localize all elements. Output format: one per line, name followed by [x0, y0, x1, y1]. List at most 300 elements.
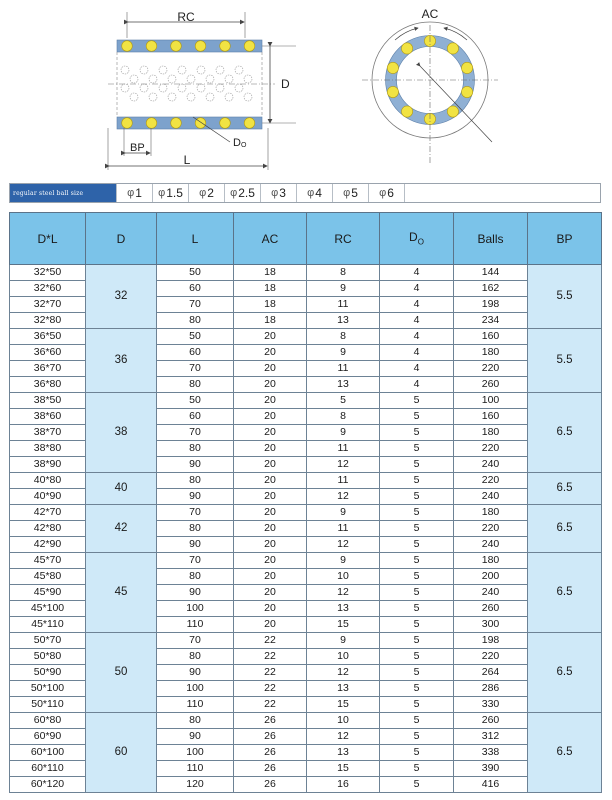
cell-balls: 390	[454, 761, 528, 777]
ball	[195, 41, 206, 52]
table-row	[10, 505, 602, 521]
ball	[146, 41, 157, 52]
ball	[122, 118, 133, 129]
cell-balls: 234	[454, 313, 528, 329]
size-bar-label: regular steel ball size	[10, 184, 116, 202]
bp-label: BP	[130, 142, 145, 154]
cell-do: 4	[380, 265, 454, 281]
cell-rc: 12	[307, 537, 380, 553]
ball	[447, 43, 458, 54]
cell-l: 80	[157, 569, 234, 585]
ball	[178, 84, 186, 92]
cell-balls: 180	[454, 505, 528, 521]
bearing-diagram	[0, 0, 612, 178]
cell-balls: 144	[454, 265, 528, 281]
cell-bp: 6.5	[528, 473, 602, 505]
ball	[206, 75, 214, 83]
ball	[146, 118, 157, 129]
cell-dl: 38*60	[10, 409, 86, 425]
ball	[447, 106, 458, 117]
cell-l: 80	[157, 713, 234, 729]
cell-ac: 20	[234, 361, 307, 377]
cell-l: 60	[157, 409, 234, 425]
ball-size-option	[152, 184, 188, 202]
cell-l: 70	[157, 633, 234, 649]
cell-ac: 22	[234, 697, 307, 713]
cell-balls: 162	[454, 281, 528, 297]
cell-dl: 32*70	[10, 297, 86, 313]
ball-size-value: 5	[351, 186, 358, 200]
cell-ac: 26	[234, 713, 307, 729]
cell-l: 120	[157, 777, 234, 793]
cell-dl: 32*80	[10, 313, 86, 329]
cell-rc: 13	[307, 601, 380, 617]
ball	[206, 93, 214, 101]
cell-bp: 6.5	[528, 633, 602, 713]
cell-ac: 20	[234, 617, 307, 633]
cell-l: 70	[157, 505, 234, 521]
cell-do: 5	[380, 745, 454, 761]
cell-ac: 22	[234, 665, 307, 681]
cell-dl: 42*80	[10, 521, 86, 537]
column-header-label: BP	[556, 231, 573, 246]
cell-do: 5	[380, 409, 454, 425]
cell-l: 100	[157, 601, 234, 617]
cell-dl: 36*50	[10, 329, 86, 345]
front-view	[362, 7, 498, 165]
table-row	[10, 265, 602, 281]
ball	[401, 106, 412, 117]
cell-ac: 20	[234, 569, 307, 585]
cell-dl: 60*110	[10, 761, 86, 777]
cell-dl: 40*90	[10, 489, 86, 505]
cell-ac: 20	[234, 553, 307, 569]
column-header	[157, 213, 234, 265]
cell-rc: 12	[307, 585, 380, 601]
cell-rc: 9	[307, 345, 380, 361]
cell-bp: 6.5	[528, 713, 602, 793]
ball	[121, 84, 129, 92]
cell-bp: 5.5	[528, 265, 602, 329]
cell-balls: 180	[454, 425, 528, 441]
cell-rc: 16	[307, 777, 380, 793]
ball-size-value: 1.5	[166, 186, 183, 200]
cell-balls: 416	[454, 777, 528, 793]
ball	[130, 75, 138, 83]
cell-dl: 45*80	[10, 569, 86, 585]
cell-balls: 100	[454, 393, 528, 409]
cell-dl: 60*120	[10, 777, 86, 793]
cell-l: 90	[157, 457, 234, 473]
ball	[235, 84, 243, 92]
cell-l: 90	[157, 729, 234, 745]
ball	[140, 84, 148, 92]
table-row	[10, 393, 602, 409]
cell-balls: 180	[454, 345, 528, 361]
ball	[187, 75, 195, 83]
cell-bp: 5.5	[528, 329, 602, 393]
cell-rc: 13	[307, 377, 380, 393]
cell-do: 5	[380, 489, 454, 505]
ball	[461, 86, 472, 97]
ball	[220, 118, 231, 129]
rc-label: RC	[177, 10, 195, 24]
cell-bp: 6.5	[528, 393, 602, 473]
cell-l: 100	[157, 745, 234, 761]
cell-balls: 220	[454, 521, 528, 537]
cell-dl: 42*70	[10, 505, 86, 521]
cell-l: 70	[157, 553, 234, 569]
cell-l: 70	[157, 361, 234, 377]
cell-rc: 15	[307, 617, 380, 633]
cell-rc: 10	[307, 649, 380, 665]
cell-do: 5	[380, 505, 454, 521]
cell-ac: 22	[234, 681, 307, 697]
cell-dl: 50*100	[10, 681, 86, 697]
cell-do: 5	[380, 441, 454, 457]
cell-d: 32	[86, 265, 157, 329]
column-header-label: AC	[261, 231, 279, 246]
cell-rc: 5	[307, 393, 380, 409]
cell-dl: 32*50	[10, 265, 86, 281]
cell-do: 5	[380, 521, 454, 537]
steel-ball-size-bar	[9, 183, 601, 203]
cell-do: 5	[380, 393, 454, 409]
cell-ac: 20	[234, 345, 307, 361]
cell-rc: 10	[307, 569, 380, 585]
cell-rc: 9	[307, 425, 380, 441]
column-header-label: D*L	[37, 231, 58, 246]
column-header	[380, 213, 454, 265]
cell-ac: 22	[234, 633, 307, 649]
cell-dl: 45*90	[10, 585, 86, 601]
diameter-symbol: φ	[199, 187, 207, 199]
ball-size-value: 1	[135, 186, 142, 200]
cell-balls: 300	[454, 617, 528, 633]
cell-balls: 260	[454, 713, 528, 729]
table-row	[10, 713, 602, 729]
ball	[159, 84, 167, 92]
ball-size-value: 2.5	[238, 186, 255, 200]
cell-l: 80	[157, 473, 234, 489]
ball-size-option	[260, 184, 296, 202]
spec-table-header	[10, 213, 602, 265]
spec-table	[9, 212, 602, 793]
ball	[401, 43, 412, 54]
table-row	[10, 633, 602, 649]
ball	[171, 41, 182, 52]
cell-balls: 240	[454, 537, 528, 553]
cell-do: 4	[380, 345, 454, 361]
cell-ac: 20	[234, 409, 307, 425]
cell-do: 5	[380, 633, 454, 649]
cell-ac: 18	[234, 265, 307, 281]
ball	[225, 75, 233, 83]
cell-ac: 20	[234, 329, 307, 345]
cell-balls: 160	[454, 329, 528, 345]
cell-l: 70	[157, 425, 234, 441]
cell-rc: 13	[307, 313, 380, 329]
cell-dl: 38*90	[10, 457, 86, 473]
cell-rc: 9	[307, 505, 380, 521]
cell-balls: 312	[454, 729, 528, 745]
cell-rc: 12	[307, 665, 380, 681]
cell-do: 5	[380, 649, 454, 665]
cell-l: 50	[157, 329, 234, 345]
cell-rc: 8	[307, 265, 380, 281]
ball-size-value: 2	[207, 186, 214, 200]
cell-ac: 20	[234, 489, 307, 505]
ac-label: AC	[421, 7, 439, 21]
cell-l: 100	[157, 681, 234, 697]
ball-size-value: 6	[387, 186, 394, 200]
column-header-label: D	[116, 231, 126, 246]
cell-l: 110	[157, 697, 234, 713]
cell-ac: 20	[234, 601, 307, 617]
cell-bp: 6.5	[528, 505, 602, 553]
ball	[187, 93, 195, 101]
ball	[197, 66, 205, 74]
ball-size-option	[116, 184, 152, 202]
cell-rc: 11	[307, 361, 380, 377]
side-view	[108, 10, 296, 170]
ball	[387, 86, 398, 97]
cell-balls: 286	[454, 681, 528, 697]
cell-ac: 20	[234, 457, 307, 473]
ball	[225, 93, 233, 101]
ball	[122, 41, 133, 52]
ball-size-option	[224, 184, 260, 202]
cell-dl: 50*70	[10, 633, 86, 649]
ball	[235, 66, 243, 74]
cell-balls: 220	[454, 649, 528, 665]
cell-do: 5	[380, 713, 454, 729]
cell-l: 50	[157, 393, 234, 409]
cell-rc: 15	[307, 697, 380, 713]
top-retainer-bar	[117, 40, 262, 52]
ball	[168, 93, 176, 101]
cell-dl: 50*90	[10, 665, 86, 681]
cell-ac: 20	[234, 473, 307, 489]
ball	[121, 66, 129, 74]
cell-d: 40	[86, 473, 157, 505]
cell-ac: 26	[234, 777, 307, 793]
cell-dl: 38*80	[10, 441, 86, 457]
cell-l: 90	[157, 489, 234, 505]
ball	[140, 66, 148, 74]
cell-balls: 220	[454, 361, 528, 377]
d-label: D	[281, 77, 290, 91]
cell-do: 5	[380, 729, 454, 745]
cell-do: 5	[380, 681, 454, 697]
cell-rc: 9	[307, 281, 380, 297]
ball	[168, 75, 176, 83]
cell-balls: 200	[454, 569, 528, 585]
ball	[130, 93, 138, 101]
cell-do: 5	[380, 553, 454, 569]
ball	[244, 93, 252, 101]
cell-do: 5	[380, 777, 454, 793]
diameter-symbol: φ	[230, 187, 238, 199]
cell-balls: 240	[454, 585, 528, 601]
cell-rc: 8	[307, 409, 380, 425]
column-header	[10, 213, 86, 265]
cell-dl: 36*60	[10, 345, 86, 361]
cell-dl: 60*90	[10, 729, 86, 745]
column-header-label: Balls	[477, 231, 504, 246]
cell-do: 5	[380, 585, 454, 601]
cell-do: 5	[380, 665, 454, 681]
cell-d: 42	[86, 505, 157, 553]
cell-dl: 60*100	[10, 745, 86, 761]
ball	[387, 62, 398, 73]
cell-balls: 220	[454, 441, 528, 457]
cell-ac: 20	[234, 441, 307, 457]
table-row	[10, 553, 602, 569]
cell-ac: 22	[234, 649, 307, 665]
cell-rc: 15	[307, 761, 380, 777]
ball	[149, 93, 157, 101]
cell-ac: 20	[234, 537, 307, 553]
diameter-symbol: φ	[158, 187, 166, 199]
cell-dl: 36*80	[10, 377, 86, 393]
cell-balls: 240	[454, 489, 528, 505]
cell-rc: 11	[307, 473, 380, 489]
cell-balls: 264	[454, 665, 528, 681]
column-header	[454, 213, 528, 265]
cell-do: 4	[380, 281, 454, 297]
ball	[244, 75, 252, 83]
cell-l: 50	[157, 265, 234, 281]
diameter-symbol: φ	[307, 187, 315, 199]
cell-rc: 11	[307, 297, 380, 313]
cell-ac: 26	[234, 761, 307, 777]
cell-rc: 13	[307, 745, 380, 761]
cell-l: 60	[157, 345, 234, 361]
cell-dl: 40*80	[10, 473, 86, 489]
cell-balls: 198	[454, 633, 528, 649]
cell-do: 5	[380, 601, 454, 617]
cell-rc: 9	[307, 553, 380, 569]
cell-l: 110	[157, 617, 234, 633]
column-header-subscript: O	[417, 237, 424, 247]
cell-d: 36	[86, 329, 157, 393]
ball	[216, 66, 224, 74]
cell-do: 5	[380, 697, 454, 713]
cell-dl: 60*80	[10, 713, 86, 729]
cell-l: 80	[157, 521, 234, 537]
table-row	[10, 473, 602, 489]
cell-dl: 38*50	[10, 393, 86, 409]
cell-do: 5	[380, 425, 454, 441]
cell-dl: 45*110	[10, 617, 86, 633]
cell-do: 5	[380, 457, 454, 473]
cell-balls: 220	[454, 473, 528, 489]
cell-l: 60	[157, 281, 234, 297]
cell-do: 5	[380, 617, 454, 633]
cell-dl: 38*70	[10, 425, 86, 441]
ball	[216, 84, 224, 92]
ball-size-option	[188, 184, 224, 202]
column-header-label: RC	[334, 231, 352, 246]
ball	[197, 84, 205, 92]
ball	[461, 62, 472, 73]
cell-ac: 26	[234, 729, 307, 745]
cell-do: 5	[380, 569, 454, 585]
cell-balls: 260	[454, 377, 528, 393]
ball	[244, 118, 255, 129]
cell-balls: 198	[454, 297, 528, 313]
column-header	[307, 213, 380, 265]
cell-balls: 180	[454, 553, 528, 569]
cell-do: 5	[380, 761, 454, 777]
cell-rc: 8	[307, 329, 380, 345]
bottom-retainer-bar	[117, 117, 262, 129]
cell-rc: 12	[307, 729, 380, 745]
cell-ac: 20	[234, 505, 307, 521]
cell-d: 50	[86, 633, 157, 713]
cell-d: 60	[86, 713, 157, 793]
cell-dl: 45*100	[10, 601, 86, 617]
diameter-symbol: φ	[271, 187, 279, 199]
ball-size-option	[368, 184, 404, 202]
diameter-symbol: φ	[343, 187, 351, 199]
cell-l: 110	[157, 761, 234, 777]
cell-l: 80	[157, 313, 234, 329]
cell-l: 90	[157, 537, 234, 553]
cell-ac: 26	[234, 745, 307, 761]
cell-d: 38	[86, 393, 157, 473]
cell-l: 80	[157, 377, 234, 393]
table-row	[10, 329, 602, 345]
cell-dl: 36*70	[10, 361, 86, 377]
cell-bp: 6.5	[528, 553, 602, 633]
cell-balls: 330	[454, 697, 528, 713]
cell-rc: 11	[307, 521, 380, 537]
ball-size-value: 4	[315, 186, 322, 200]
cell-l: 70	[157, 297, 234, 313]
cell-balls: 160	[454, 409, 528, 425]
cell-l: 80	[157, 649, 234, 665]
diameter-symbol: φ	[379, 187, 387, 199]
ball	[159, 66, 167, 74]
cell-do: 5	[380, 473, 454, 489]
column-header-label: D	[409, 230, 418, 245]
cell-dl: 50*80	[10, 649, 86, 665]
ball	[178, 66, 186, 74]
ball	[171, 118, 182, 129]
cell-balls: 260	[454, 601, 528, 617]
diameter-symbol: φ	[127, 187, 135, 199]
column-header	[234, 213, 307, 265]
ball-size-option	[332, 184, 368, 202]
cell-dl: 50*110	[10, 697, 86, 713]
cell-rc: 11	[307, 441, 380, 457]
ball	[244, 41, 255, 52]
column-header	[528, 213, 602, 265]
do-label: DO	[233, 137, 247, 149]
cell-l: 90	[157, 665, 234, 681]
ball-size-option	[296, 184, 332, 202]
cell-do: 4	[380, 313, 454, 329]
cell-ac: 20	[234, 393, 307, 409]
cell-ac: 18	[234, 313, 307, 329]
cell-ac: 20	[234, 425, 307, 441]
cell-rc: 9	[307, 633, 380, 649]
column-header-label: L	[191, 231, 199, 246]
cell-l: 90	[157, 585, 234, 601]
ball	[149, 75, 157, 83]
